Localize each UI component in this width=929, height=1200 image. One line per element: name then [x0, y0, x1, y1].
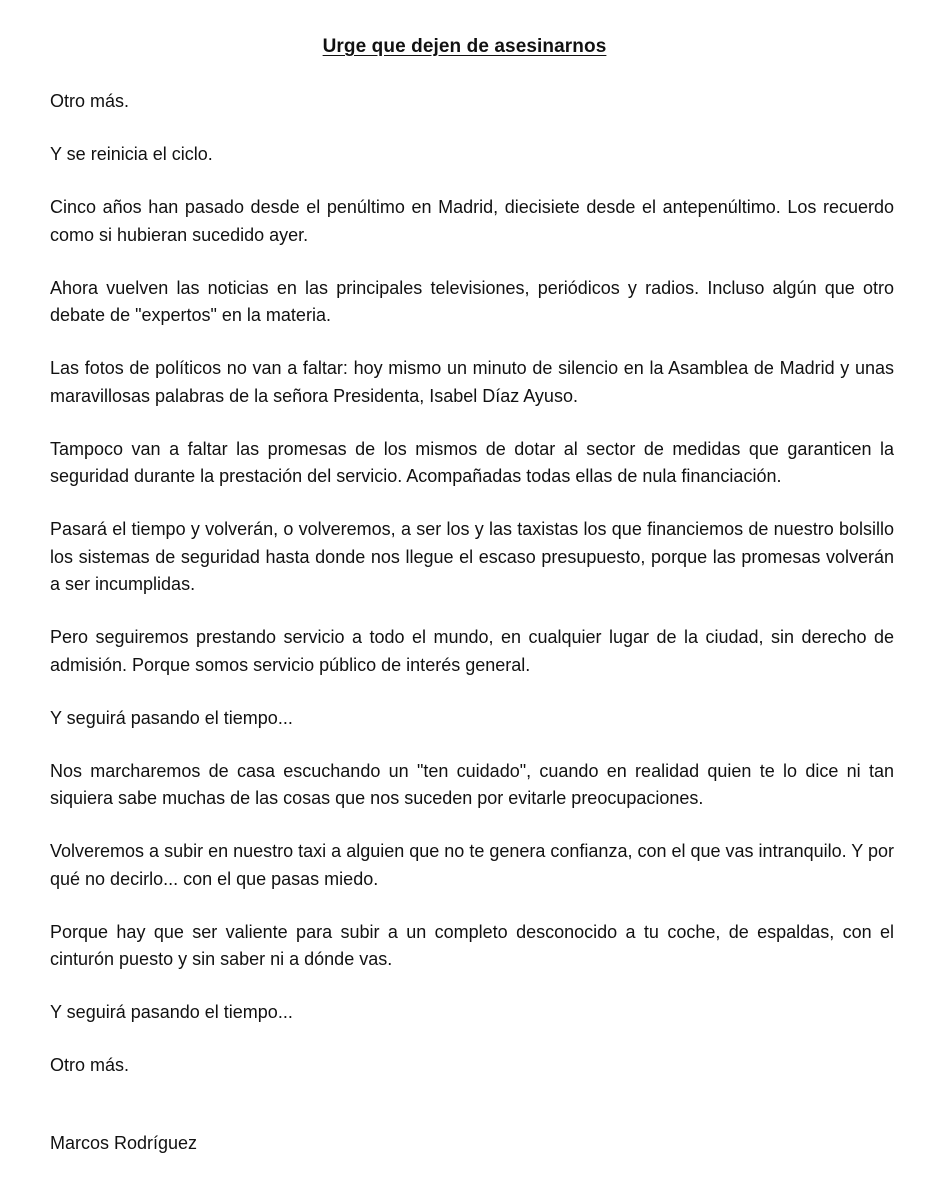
paragraph: Otro más. [50, 91, 130, 111]
paragraph: Y seguirá pasando el tiempo... [50, 1002, 293, 1022]
paragraph: Cinco años han pasado desde el penúltimo en Madrid, diecisiete desde el antepenúltimo. Los recuerdo como si hubieran sucedido ayer. [50, 197, 894, 245]
paragraph: Otro más. [50, 1055, 130, 1075]
paragraph: Y se reinicia el ciclo. [50, 144, 213, 164]
paragraph: Pero seguiremos prestando servicio a todo el mundo, en cualquier lugar de la ciudad, sin derecho de admisión. Porque somos servicio público de interés general. [50, 627, 894, 675]
paragraph: Las fotos de políticos no van a faltar: hoy mismo un minuto de silencio en la Asamblea de Madrid y unas maravillosas palabras de la señora Presidenta, Isabel Díaz Ayuso. [50, 358, 894, 406]
paragraph: Y seguirá pasando el tiempo... [50, 707, 293, 728]
signature: Marcos Rodríguez [50, 1133, 198, 1153]
paragraph: Tampoco van a faltar las promesas de los mismos de dotar al sector de medidas que garanticen la seguridad durante la prestación del servicio. Acompañadas todas ellas de nula financiación. [50, 438, 894, 486]
paragraph: Nos marcharemos de casa escuchando un "ten cuidado", cuando en realidad quien te lo dice ni tan siquiera sabe muchas de las cosas que nos suceden por evitarle preocupaciones. [50, 760, 894, 808]
paragraph: Pasará el tiempo y volverán, o volveremos, a ser los y las taxistas los que financiemos de nuestro bolsillo los sistemas de seguridad hasta donde nos llegue el escaso presupuesto, porque las promesas volverán a ser incumplidas. [50, 519, 894, 594]
document-body [50, 88, 894, 1105]
paragraph: Ahora vuelven las noticias en las principales televisiones, periódicos y radios. Incluso algún que otro debate de "expertos" en la materia. [50, 277, 894, 325]
document-title: Urge que dejen de asesinarnos [322, 36, 607, 57]
paragraph: Porque hay que ser valiente para subir a un completo desconocido a tu coche, de espaldas, con el cinturón puesto y sin saber ni a dónde vas. [50, 921, 894, 969]
paragraph: Volveremos a subir en nuestro taxi a alguien que no te genera confianza, con el que vas intranquilo. Y por qué no decirlo... con el que pasas miedo. [50, 841, 894, 889]
